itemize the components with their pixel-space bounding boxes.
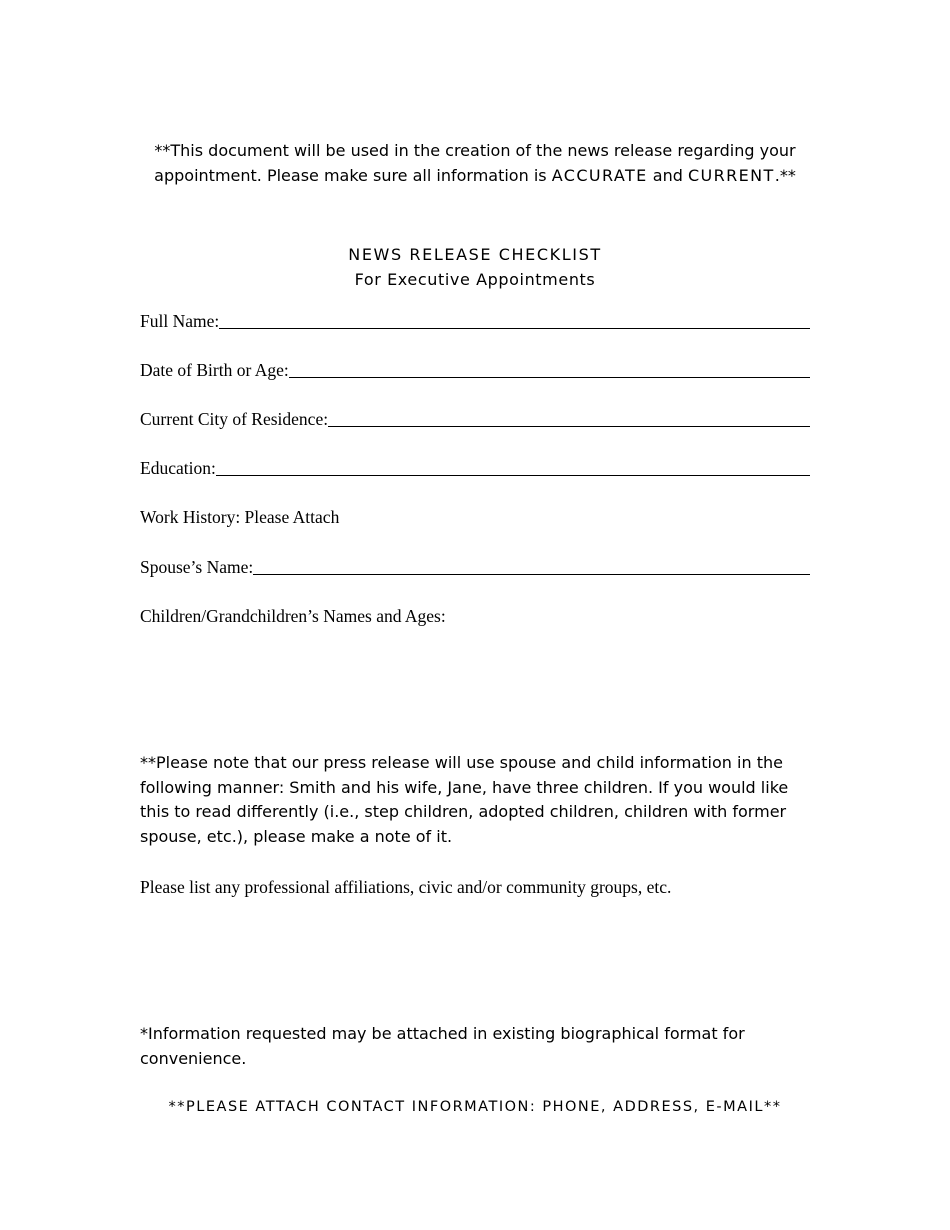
attachment-note-line-1: *Information requested may be attached in existing biographical format for — [140, 1024, 745, 1043]
intro-and: and — [647, 165, 688, 185]
full-name-line[interactable] — [219, 328, 810, 329]
spouse-label: Spouse’s Name: — [140, 557, 254, 577]
city-field[interactable] — [140, 406, 810, 430]
attachment-note — [140, 1022, 820, 1071]
intro-notice — [120, 139, 830, 188]
document-title — [140, 243, 810, 292]
children-label: Children/Grandchildren’s Names and Ages: — [140, 606, 446, 626]
attachment-note-line-2: convenience. — [140, 1048, 247, 1068]
dob-label: Date of Birth or Age: — [140, 360, 289, 380]
current-emphasis: CURRENT — [687, 165, 775, 185]
full-name-label: Full Name: — [140, 311, 220, 331]
education-label: Education: — [140, 458, 216, 478]
note-line-4: spouse, etc.), please make a note of it. — [140, 826, 453, 846]
full-name-field[interactable] — [140, 308, 810, 332]
intro-line-1: **This document will be used in the creation of the news release regarding your — [154, 141, 796, 160]
note-line-3: this to read differently (i.e., step children, adopted children, children with former — [140, 802, 787, 821]
education-field[interactable] — [140, 455, 810, 479]
spouse-line[interactable] — [253, 574, 810, 575]
title-subtitle: For Executive Appointments — [354, 269, 596, 289]
affiliations-label: Please list any professional affiliations, civic and/or community groups, etc. — [140, 877, 672, 897]
education-line[interactable] — [216, 475, 810, 476]
dob-field[interactable] — [140, 357, 810, 381]
city-line[interactable] — [328, 426, 810, 427]
dob-line[interactable] — [289, 377, 810, 378]
note-line-2: following manner: Smith and his wife, Jane, have three children. If you would like — [140, 777, 789, 797]
contact-info-footer: **PLEASE ATTACH CONTACT INFORMATION: PHONE, ADDRESS, E-MAIL** — [168, 1099, 782, 1115]
title-main: NEWS RELEASE CHECKLIST — [348, 245, 602, 264]
intro-line-2 — [120, 164, 830, 189]
note-line-1: **Please note that our press release will use spouse and child information in the — [140, 753, 783, 772]
spouse-field[interactable] — [140, 554, 810, 578]
accurate-emphasis: ACCURATE — [551, 165, 648, 185]
intro-line-2-prefix: appointment. Please make sure all information is — [154, 165, 552, 185]
spouse-child-note — [140, 751, 820, 849]
intro-suffix: .** — [774, 165, 796, 185]
city-label: Current City of Residence: — [140, 409, 329, 429]
work-history-label: Work History: Please Attach — [140, 507, 340, 527]
